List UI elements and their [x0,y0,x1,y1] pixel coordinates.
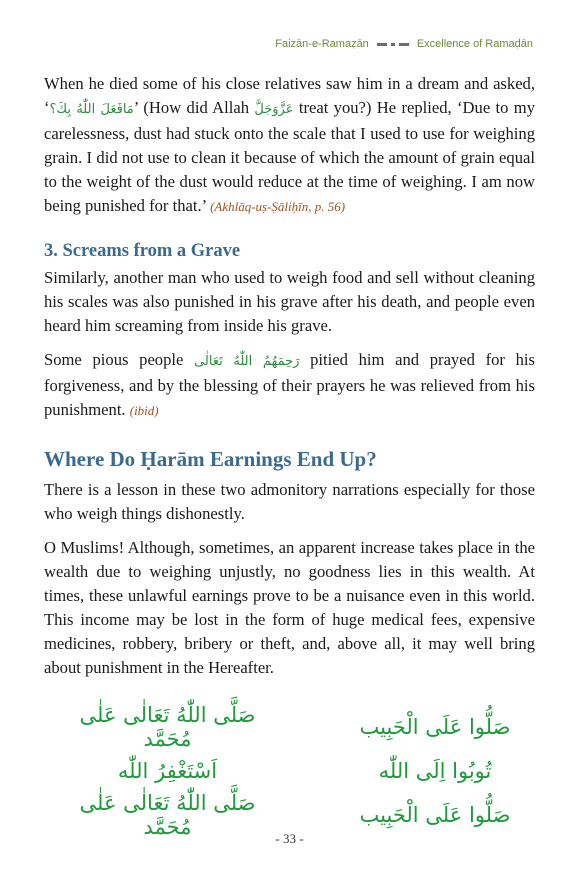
para1-text-a: When he died some of his close relatives saw him in a dream and asked, ‘ [44,74,535,117]
paragraph-lesson: There is a lesson in these two admonitory narrations especially for those who weigh things dishonestly. [44,480,535,523]
running-header [275,38,533,50]
durood-row [60,749,520,793]
header-separator [377,43,409,46]
page-number: - 33 - [275,831,304,846]
arabic-honorific-rahimahum: رَحِمَهُمُ اللّٰهُ تَعَالٰی [194,354,300,369]
header-chapter-title: Excellence of Ramaḍān [416,38,533,50]
paragraph-screams: Similarly, another man who used to weigh food and sell without cleaning his scales was also punished in his grave after his death, and people even heard him screaming from inside his grave. [44,268,535,335]
durood-salawat: صَلَّى اللّٰهُ تَعَالٰى عَلٰى مُحَمَّد [79,703,256,751]
arabic-phrase-what-did-allah-do: مَافَعَلَ اللّٰهُ بِكَ؟ [49,102,134,117]
paragraph-dream [44,72,535,219]
citation-ibid: (ibid) [129,403,159,418]
durood-tubu-ilallah: تُوبُوا اِلَى اللّٰه [378,759,492,783]
durood-salawat: صَلَّى اللّٰهُ تَعَالٰى عَلٰى مُحَمَّد [79,791,256,839]
pious-text-b: pitied him and prayed for his forgiveness, and by the blessing of their prayers he was relieved from his punishment. [44,350,535,419]
page-content [44,72,535,680]
section-heading-screams: 3. Screams from a Grave [44,241,241,261]
pious-text-a: Some pious people [44,350,195,369]
section-heading-haram: Where Do Ḥarām Earnings End Up? [44,447,377,471]
durood-sallu-alal-habib: صَلُّوا عَلَى الْحَبِيب [359,803,511,827]
durood-istighfar: اَسْتَغْفِرُ اللّٰه [117,759,218,783]
arabic-honorific-azza-wa-jalla: عَزَّوَجَلَّ [254,102,294,117]
citation: (Akhlāq-uṣ-Ṣāliḥīn, p. 56) [210,199,346,214]
durood-block [60,705,520,837]
paragraph-pious-people [44,348,535,423]
para1-text-c: treat you?) He replied, ‘Due to my carelessness, dust had stuck onto the scale that I used to use for weighing grain. I did not use to clean it because of which the amount of grain equal to the weight of the dust would reduce at the time of weighing. I am now being punished for that.’ [44,98,535,215]
durood-row [60,705,520,749]
para1-text-b: ’ (How did Allah [133,98,255,117]
paragraph-o-muslims: O Muslims! Although, sometimes, an apparent increase takes place in the wealth due to weighing unjustly, no goodness lies in this wealth. At times, these unlawful earnings prove to be a nuisance even in this world. This income may be lost in the form of huge medical fees, expensive medicines, robbery, bribery or theft, and, above all, it may well bring about punishment in the Hereafter. [44,538,535,677]
header-book-title: Faizān-e-Ramaẓān [275,38,369,50]
durood-sallu-alal-habib: صَلُّوا عَلَى الْحَبِيب [359,715,511,739]
